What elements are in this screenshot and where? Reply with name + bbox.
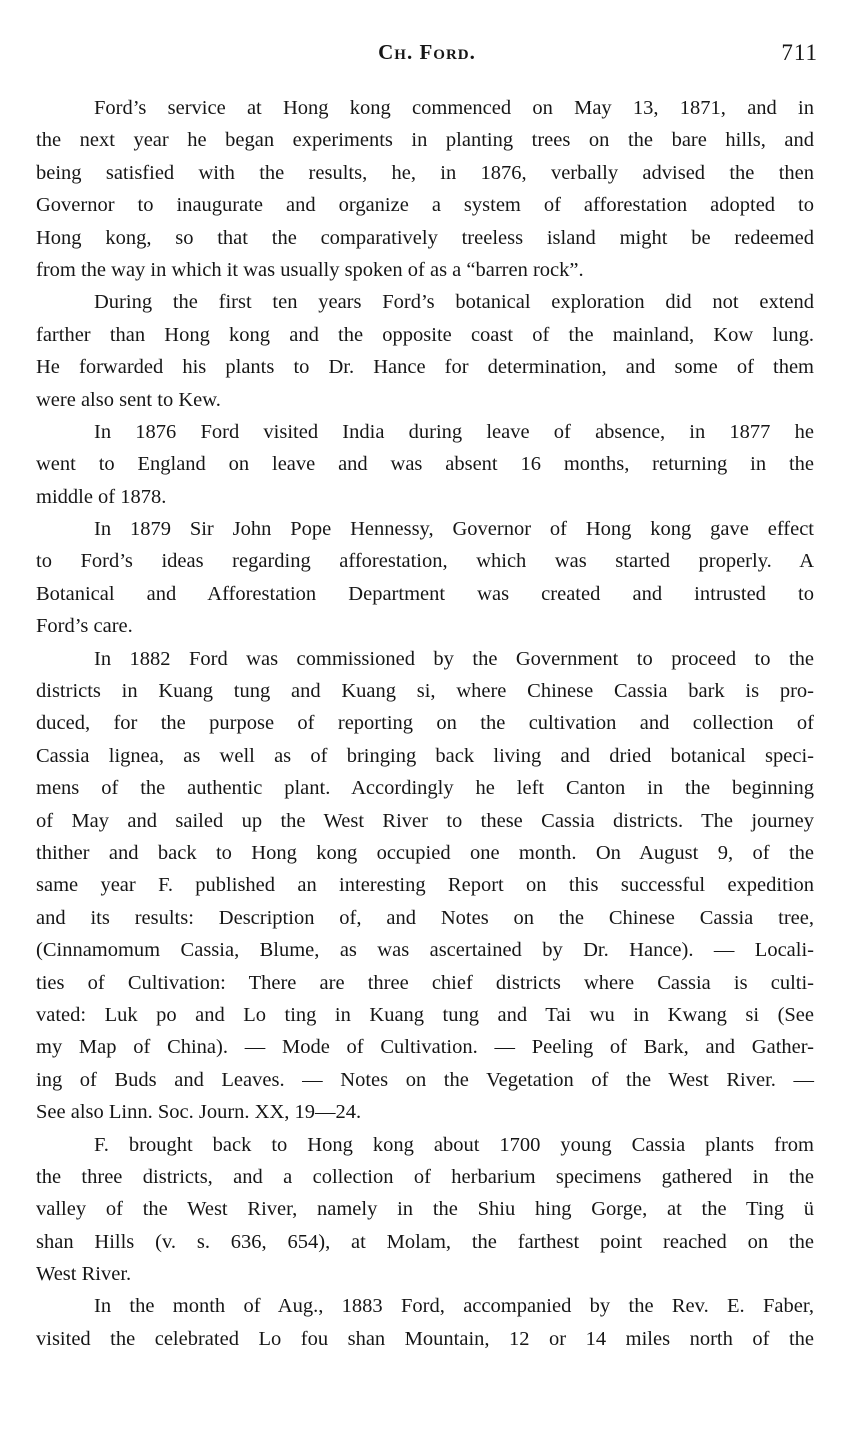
text-line: He forwarded his plants to Dr. Hance for determination, and some of them [36,356,814,379]
page-header [36,40,818,74]
text-line: same year F. published an interesting Report on this successful expedition [36,874,814,897]
text-line: F. brought back to Hong kong about 1700 young Cassia plants from [94,1133,814,1156]
paragraph [36,286,814,416]
text-line: and its results: Description of, and Notes on the Chinese Cassia tree, [36,906,814,929]
text-line: visited the celebrated Lo fou shan Mountain, 12 or 14 miles north of the [36,1327,814,1350]
text-line: In the month of Aug., 1883 Ford, accompanied by the Rev. E. Faber, [94,1295,814,1318]
text-line: ing of Buds and Leaves. — Notes on the Vegetation of the West River. — [36,1068,814,1091]
text-line: to Ford’s ideas regarding afforestation, which was started properly. A [36,550,814,573]
text-line: went to England on leave and was absent 16 months, returning in the [36,453,814,476]
text-line: districts in Kuang tung and Kuang si, where Chinese Cassia bark is pro- [36,680,814,703]
text-line: In 1879 Sir John Pope Hennessy, Governor of Hong kong gave effect [94,518,814,541]
text-line: Hong kong, so that the comparatively treeless island might be redeemed [36,226,814,249]
paragraph [36,1290,814,1355]
text-line: (Cinnamomum Cassia, Blume, as was ascertained by Dr. Hance). — Locali- [36,939,814,962]
text-line: During the first ten years Ford’s botanical exploration did not extend [94,291,814,314]
paragraph [36,513,814,643]
text-line: Cassia lignea, as well as of bringing back living and dried botanical speci- [36,744,814,767]
text-line: In 1882 Ford was commissioned by the Government to proceed to the [94,647,814,670]
text-line: valley of the West River, namely in the Shiu hing Gorge, at the Ting ü [36,1198,814,1221]
body-text [36,92,814,1355]
text-line: Governor to inaugurate and organize a system of afforestation adopted to [36,194,814,217]
text-line: the three districts, and a collection of herbarium specimens gathered in the [36,1165,814,1188]
text-line: from the way in which it was usually spoken of as a “barren rock”. [36,258,584,281]
page-number: 711 [781,40,818,65]
text-line: my Map of China). — Mode of Cultivation. — Peeling of Bark, and Gather- [36,1036,814,1059]
text-line: ties of Cultivation: There are three chief districts where Cassia is culti- [36,971,814,994]
text-line: duced, for the purpose of reporting on the cultivation and collection of [36,712,814,735]
text-line: thither and back to Hong kong occupied one month. On August 9, of the [36,841,814,864]
text-line: In 1876 Ford visited India during leave of absence, in 1877 he [94,420,814,443]
paragraph [36,1129,814,1291]
text-line: See also Linn. Soc. Journ. XX, 19—24. [36,1101,362,1124]
text-line: middle of 1878. [36,485,167,508]
text-line: shan Hills (v. s. 636, 654), at Molam, the farthest point reached on the [36,1230,814,1253]
text-line: mens of the authentic plant. Accordingly he left Canton in the beginning [36,777,814,800]
text-line: West River. [36,1263,132,1286]
text-line: vated: Luk po and Lo ting in Kuang tung and Tai wu in Kwang si (See [36,1003,814,1026]
text-line: the next year he began experiments in planting trees on the bare hills, and [36,129,814,152]
text-line: of May and sailed up the West River to these Cassia districts. The journey [36,809,814,832]
paragraph [36,416,814,513]
text-line: Botanical and Afforestation Department was created and intrusted to [36,582,814,605]
paragraph [36,92,814,286]
text-line: Ford’s care. [36,615,133,638]
text-line: Ford’s service at Hong kong commenced on May 13, 1871, and in [94,97,814,119]
text-line: being satisfied with the results, he, in 1876, verbally advised the then [36,161,814,184]
text-line: farther than Hong kong and the opposite coast of the mainland, Kow lung. [36,323,814,346]
paragraph [36,643,814,1129]
text-line: were also sent to Kew. [36,388,221,411]
running-head: Ch. Ford. [378,40,476,64]
